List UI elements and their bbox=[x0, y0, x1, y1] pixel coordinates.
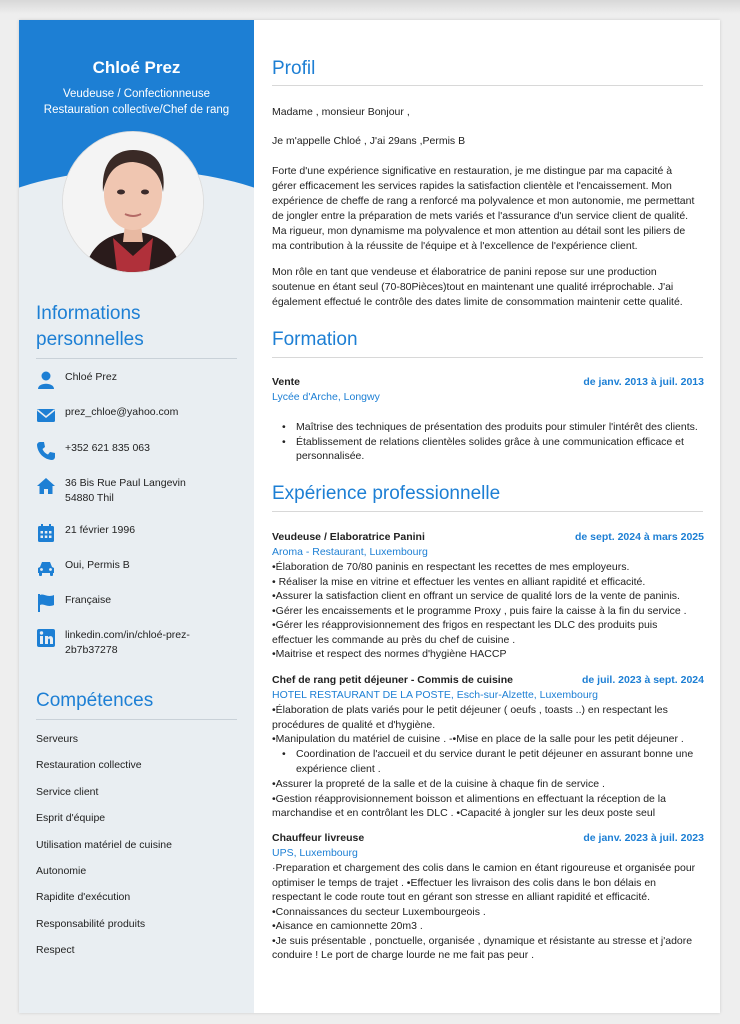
list-item: • Coordination de l'accueil et du service durant le petit déjeuner en assurant bonne une expérience client . bbox=[272, 747, 704, 776]
skill-item: Esprit d'équipe bbox=[36, 812, 106, 824]
resume-page bbox=[19, 20, 720, 1013]
education-date: de janv. 2013 à juil. 2013 bbox=[583, 376, 704, 388]
job-title-2: Chef de rang petit déjeuner - Commis de cuisine bbox=[272, 674, 513, 686]
profile-paragraph-1: Forte d'une expérience significative en restauration, je me distingue par ma capacité à gérer efficacement les services rapides la satisfaction clientèle et l'encaissement. Mon expérience de cheffe de rang a renforcé ma polyvalence et mon autonomie, me permettant de jongler entre la préparation de mets variés et l'assurance d'un service client de qualité. Ma rigueur, mon dynamisme ma polyvalence et mon attention au détail sont les piliers de ma contribution à la réussite de l'équipe et à l'excellence de l'expérience client. bbox=[272, 165, 695, 252]
skill-item: Respect bbox=[36, 944, 75, 956]
job-title-3: Chauffeur livreuse bbox=[272, 832, 365, 844]
car-icon bbox=[36, 558, 56, 578]
list-item: • Établissement de relations clientèles solides grâce à une communication efficace et personnalisée. bbox=[272, 435, 704, 464]
linkedin-icon bbox=[36, 628, 56, 648]
skills-heading: Compétences bbox=[36, 690, 154, 711]
job-details-1: •Élaboration de 70/80 paninis en respectant les recettes de mes employeurs. • Réaliser la mise en vitrine et effectuer les ventes en alliant rapidité et efficacité. •Assurer la satisfaction client en offrant un service de qualité lors de la vente de paninis. •Gérer les encaissements et le programme Proxy , puis faire la caisse à la fin du service . •Gérer les réapprovisionnement des frigos en respectant les DLC des produits puis effectuer les commande au près du chef de cuisine . •Maitrise et respect des normes d'hygiène HACCP bbox=[272, 561, 687, 660]
home-icon bbox=[36, 476, 56, 496]
sidebar: Chloé Prez Veudeuse / Confectionneuse Restauration collective/Chef de rang Informations personnelles Chloé Prez prez_chloe@yahoo.com +352 621 835 063 36 Bis Rue Paul Langevin 54880 Thil 21 février 1996 Oui, Permis B Française linkedin.com/in/chloé-prez- 2b7b37278 Compétences Serveurs Restauration collective Service client Esprit d'équipe Utilisation matériel de cuisine Autonomie Rapidite d'exécution Responsabilité produits Respect bbox=[19, 20, 254, 1013]
flag-icon bbox=[36, 593, 56, 613]
skill-item: Serveurs bbox=[36, 733, 79, 745]
profile-intro: Je m'appelle Chloé , J'ai 29ans ,Permis B bbox=[272, 135, 466, 147]
email-icon bbox=[36, 405, 56, 425]
phone-icon bbox=[36, 441, 56, 461]
job-company-3: UPS, Luxembourg bbox=[272, 847, 358, 859]
education-heading: Formation bbox=[272, 329, 358, 350]
skill-item: Restauration collective bbox=[36, 759, 142, 771]
job-title: Veudeuse / Confectionneuse Restauration collective/Chef de rang bbox=[43, 88, 230, 116]
job-company-1: Aroma - Restaurant, Luxembourg bbox=[272, 546, 428, 558]
list-item: • Maîtrise des techniques de présentation des produits pour stimuler l'intérêt des clients. bbox=[272, 420, 704, 435]
profile-paragraph-2: Mon rôle en tant que vendeuse et élaboratrice de panini repose sur une production soutenue en étant seul (70-80Pièces)tout en maintenant une qualité irréprochable. J'ai également effectué le contrôle des dates limite de consommation maintenir cette qualité. bbox=[272, 266, 683, 308]
education-school: Lycée d'Arche, Longwy bbox=[272, 391, 380, 403]
user-icon bbox=[36, 370, 56, 390]
profile-greeting: Madame , monsieur Bonjour , bbox=[272, 106, 410, 118]
profile-photo bbox=[63, 132, 203, 272]
job-date-1: de sept. 2024 à mars 2025 bbox=[574, 531, 704, 543]
experience-heading: Expérience professionnelle bbox=[272, 483, 501, 504]
education-bullets bbox=[272, 420, 704, 464]
skill-item: Service client bbox=[36, 786, 99, 798]
job-details-2b: •Assurer la propreté de la salle et de la cuisine à chaque fin de service . •Gestion réapprovisionnement boisson et alimentions en effectuant la réception de la marchandise et en contrôlant les DLC . •Capacité à jongler sur les deux poste seul bbox=[272, 778, 666, 819]
personal-info-heading: Informations personnelles bbox=[36, 303, 144, 350]
skill-item: Autonomie bbox=[36, 865, 87, 877]
job-company-2: HOTEL RESTAURANT DE LA POSTE, Esch-sur-Alzette, Luxembourg bbox=[272, 689, 598, 701]
job-details-2a: •Élaboration de plats variés pour le petit déjeuner ( oeufs , toasts ..) en respectant les procédures de qualité et d'hygiène. •Manipulation du matériel de cuisine . -•Mise en place de la salle pour les petit déjeuner . bbox=[272, 704, 684, 745]
profile-heading: Profil bbox=[272, 58, 316, 79]
job-title-1: Veudeuse / Elaboratrice Panini bbox=[272, 531, 425, 543]
calendar-icon bbox=[36, 523, 56, 543]
skill-item: Responsabilité produits bbox=[36, 918, 146, 930]
candidate-name: Chloé Prez bbox=[92, 58, 181, 77]
job-details-3: ·Preparation et chargement des colis dans le camion en étant rigoureuse et organisée pour optimiser le temps de trajet . •Effectuer les livraison des colis dans le bon délais en respectant le code route tout en gérant son stresse en alliant rapidité et efficacité. •Connaissances du secteur Luxembourgeois . •Aisance en camionnette 20m3 . •Je suis présentable , ponctuelle, organisée , dynamique et résistante au stresse et j'adore conduire ! Le port de charge lourde ne me fait pas peur . bbox=[272, 862, 696, 961]
skill-item: Rapidite d'exécution bbox=[36, 891, 131, 903]
job-details-2-bullet bbox=[272, 747, 704, 776]
education-title: Vente bbox=[272, 376, 301, 388]
job-date-3: de janv. 2023 à juil. 2023 bbox=[583, 832, 704, 844]
skill-item: Utilisation matériel de cuisine bbox=[36, 839, 172, 851]
job-date-2: de juil. 2023 à sept. 2024 bbox=[582, 674, 704, 686]
page-backdrop bbox=[0, 0, 740, 14]
